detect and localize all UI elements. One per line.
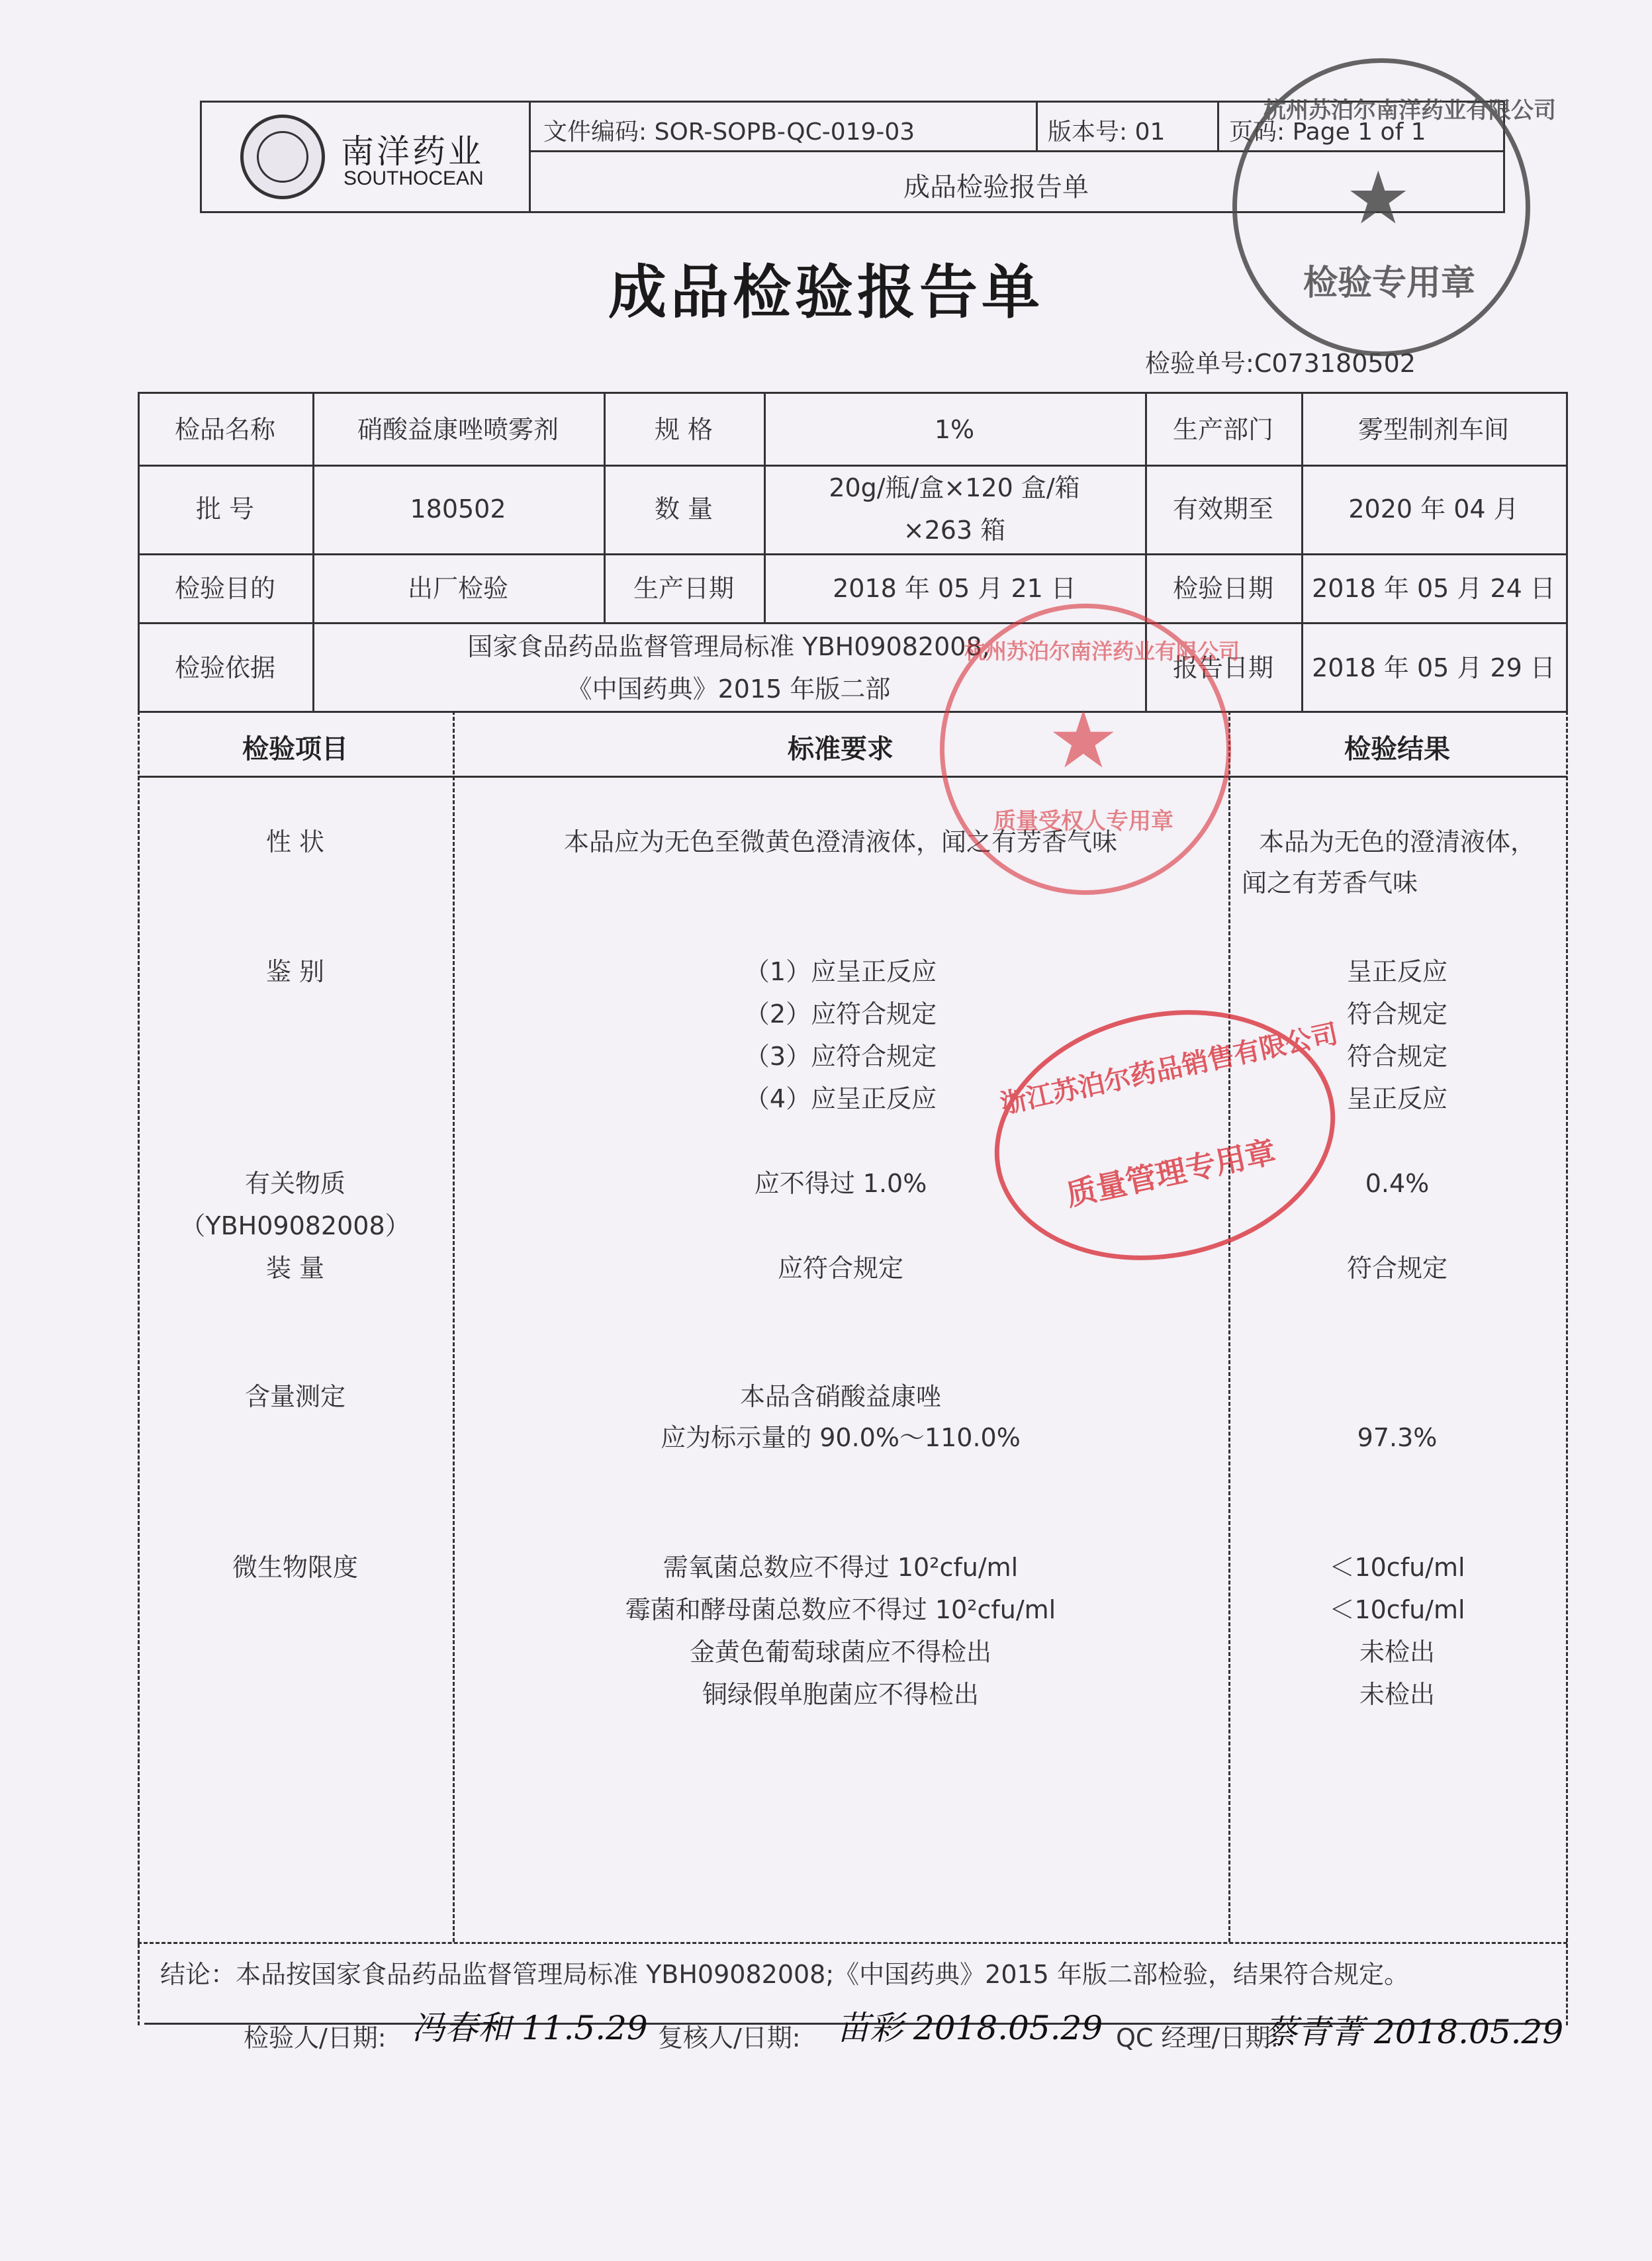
seal-center-text: 质量受权人专用章 — [993, 808, 1173, 835]
doc-code: SOR-SOPB-QC-019-03 — [654, 118, 915, 146]
row-res-identification-1: 呈正反应 — [1346, 957, 1447, 986]
row-res-related-substances: 0.4% — [1365, 1169, 1430, 1198]
table-divider — [453, 711, 455, 1942]
seal-center-text: 质量管理专用章 — [1063, 1133, 1279, 1213]
expiry: 2020 年 04 月 — [1348, 494, 1519, 524]
row-req-identification-3: （3）应符合规定 — [744, 1042, 937, 1071]
row-res-microbial-4: 未检出 — [1359, 1680, 1435, 1709]
grid-line — [138, 622, 1567, 624]
row-req-assay-1: 本品含硝酸益康唑 — [739, 1382, 941, 1411]
product-name: 硝酸益康唑喷雾剂 — [357, 415, 559, 444]
test-date-label: 检验日期 — [1172, 574, 1273, 603]
conclusion-text: 结论：本品按国家食品药品监督管理局标准 YBH09082008;《中国药典》2015 年版二部检验，结果符合规定。 — [160, 1960, 1409, 1989]
header-divider — [1217, 103, 1219, 150]
row-item-appearance: 性 状 — [265, 827, 325, 856]
grid-line — [138, 553, 1567, 555]
logo-cn-text: 南洋药业 — [341, 132, 484, 171]
row-item-microbial-limit: 微生物限度 — [232, 1553, 358, 1582]
row-item-related-substances-std: （YBH09082008） — [180, 1211, 410, 1240]
row-res-microbial-1: ＜10cfu/ml — [1329, 1553, 1465, 1582]
inspector-label: 检验人/日期: — [244, 2023, 387, 2053]
prod-date-label: 生产日期 — [633, 574, 734, 603]
logo-ring — [257, 131, 308, 183]
row-res-identification-4: 呈正反应 — [1346, 1084, 1447, 1113]
spec-label: 规 格 — [654, 415, 713, 444]
expiry-label: 有效期至 — [1172, 494, 1273, 524]
row-req-assay-2: 应为标示量的 90.0%～110.0% — [661, 1423, 1021, 1452]
inspection-seal-stamp — [1232, 58, 1556, 356]
row-res-identification-2: 符合规定 — [1346, 999, 1447, 1029]
qty-label: 数 量 — [654, 494, 713, 524]
grid-line — [138, 392, 1567, 394]
table-divider — [1228, 711, 1230, 1942]
qty-line2: ×263 箱 — [903, 516, 1006, 545]
grid-line — [1566, 392, 1568, 711]
row-req-microbial-3: 金黄色葡萄球菌应不得检出 — [689, 1638, 991, 1667]
row-res-microbial-2: ＜10cfu/ml — [1329, 1595, 1465, 1624]
version-label: 版本号: — [1048, 118, 1128, 146]
page-label: 页码: — [1229, 118, 1285, 146]
grid-line — [138, 465, 1567, 467]
col-res-header: 检验结果 — [1344, 734, 1450, 764]
seal-ring-text: 杭州苏泊尔南洋药业有限公司 — [1263, 97, 1556, 124]
row-item-related-substances: 有关物质 — [244, 1169, 345, 1198]
doc-code-label: 文件编码: — [543, 118, 647, 146]
row-res-fill-volume: 符合规定 — [1346, 1254, 1447, 1283]
seal-star-icon: ★ — [1346, 156, 1411, 240]
reviewer-signature: 苗彩 2018.05.29 — [837, 2009, 1103, 2047]
product-name-label: 检品名称 — [174, 415, 275, 444]
row-item-fill-volume: 装 量 — [265, 1254, 325, 1283]
report-date: 2018 年 05 月 29 日 — [1312, 653, 1555, 682]
basis-line2: 《中国药典》2015 年版二部 — [567, 674, 891, 704]
header-divider — [529, 103, 531, 211]
header-divider — [1036, 103, 1038, 150]
row-req-microbial-1: 需氧菌总数应不得过 10²cfu/ml — [663, 1553, 1019, 1582]
version: 01 — [1134, 118, 1166, 146]
row-res-identification-3: 符合规定 — [1346, 1042, 1447, 1071]
row-res-assay: 97.3% — [1357, 1423, 1438, 1452]
logo-en-text: SOUTHOCEAN — [344, 167, 484, 189]
row-item-assay: 含量测定 — [244, 1382, 345, 1411]
page-number: Page 1 of 1 — [1292, 118, 1426, 146]
row-req-identification-2: （2）应符合规定 — [744, 999, 937, 1029]
seal-star-icon: ★ — [1048, 694, 1119, 786]
row-req-microbial-4: 铜绿假单胞菌应不得检出 — [702, 1680, 979, 1709]
prod-date: 2018 年 05 月 21 日 — [833, 574, 1076, 603]
qc-manager-label: QC 经理/日期: — [1116, 2023, 1279, 2053]
table-header-line — [138, 776, 1567, 778]
row-req-identification-4: （4）应呈正反应 — [744, 1084, 937, 1113]
batch: 180502 — [410, 494, 506, 524]
test-date: 2018 年 05 月 24 日 — [1312, 574, 1555, 603]
table-bottom-line — [138, 1942, 1567, 1944]
row-item-identification: 鉴 别 — [265, 957, 325, 986]
dept: 雾型制剂车间 — [1357, 415, 1509, 444]
table-border — [138, 711, 140, 2025]
table-border — [1566, 711, 1568, 2025]
qa-authorized-seal-stamp — [940, 604, 1240, 895]
seal-center-text: 检验专用章 — [1303, 263, 1476, 303]
header-subtitle: 成品检验报告单 — [903, 172, 1089, 203]
inspector-signature: 冯春和 11.5.29 — [412, 2009, 648, 2047]
row-req-identification-1: （1）应呈正反应 — [744, 957, 937, 986]
col-req-header: 标准要求 — [788, 734, 894, 764]
row-res-appearance-1: 本品为无色的澄清液体， — [1258, 827, 1536, 856]
seal-ring-text: 浙江苏泊尔药品销售有限公司 — [997, 1018, 1341, 1121]
qty-line1: 20g/瓶/盒×120 盒/箱 — [829, 473, 1080, 502]
page-title: 成品检验报告单 — [608, 257, 1044, 326]
spec: 1% — [934, 415, 975, 444]
row-req-microbial-2: 霉菌和酵母菌总数应不得过 10²cfu/ml — [625, 1595, 1056, 1624]
batch-label: 批 号 — [195, 494, 255, 524]
reviewer-label: 复核人/日期: — [658, 2023, 801, 2053]
dept-label: 生产部门 — [1172, 415, 1273, 444]
report-no-value: C073180502 — [1254, 349, 1416, 378]
row-req-related-substances: 应不得过 1.0% — [754, 1169, 927, 1198]
seal-ring-text: 杭州苏泊尔南洋药业有限公司 — [964, 639, 1240, 664]
purpose-label: 检验目的 — [174, 574, 275, 603]
row-res-appearance-2: 闻之有芳香气味 — [1242, 868, 1418, 898]
basis-label: 检验依据 — [174, 653, 275, 682]
qc-manager-signature: 蔡青菁 2018.05.29 — [1264, 2013, 1564, 2051]
basis-line1: 国家食品药品监督管理局标准 YBH09082008, — [467, 632, 990, 661]
report-no-label: 检验单号: — [1145, 349, 1254, 378]
row-res-microbial-3: 未检出 — [1359, 1638, 1435, 1667]
col-item-header: 检验项目 — [242, 734, 348, 764]
company-logo-icon — [240, 115, 325, 199]
report-date-label: 报告日期 — [1172, 653, 1273, 682]
row-req-appearance: 本品应为无色至微黄色澄清液体，闻之有芳香气味 — [563, 827, 1117, 856]
purpose: 出厂检验 — [407, 574, 508, 603]
grid-line — [138, 711, 1567, 713]
row-req-fill-volume: 应符合规定 — [777, 1254, 903, 1283]
